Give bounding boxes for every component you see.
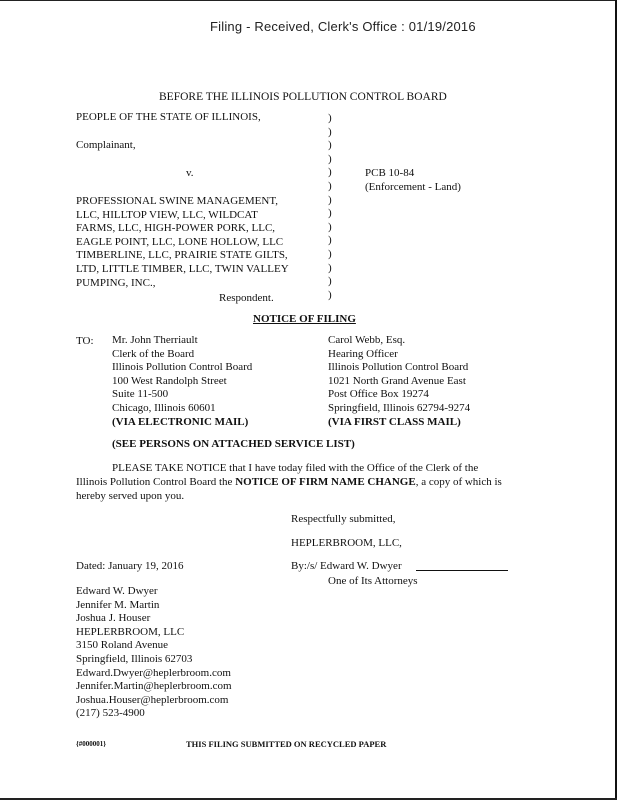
attorney-email: Edward.Dwyer@heplerbroom.com — [76, 666, 231, 679]
dated-line: Dated: January 19, 2016 — [76, 560, 184, 572]
delivery-method: (VIA FIRST CLASS MAIL) — [328, 415, 461, 428]
paren: ) — [328, 193, 332, 206]
paren: ) — [328, 125, 332, 138]
recipient-line: Hearing Officer — [328, 347, 398, 360]
paren: ) — [328, 275, 332, 288]
defendant-line: LLC, HILLTOP VIEW, LLC, WILDCAT — [76, 208, 258, 221]
defendants-list — [76, 195, 289, 290]
attorney-email: Joshua.Houser@heplerbroom.com — [76, 693, 229, 706]
firm-name: HEPLERBROOM, LLC, — [291, 537, 402, 549]
paren: ) — [328, 139, 332, 152]
plaintiff-name: PEOPLE OF THE STATE OF ILLINOIS, — [76, 111, 261, 123]
page-top-edge — [0, 0, 617, 1]
body-line-3: hereby served upon you. — [76, 490, 185, 502]
signature-by: By:/s/ Edward W. Dwyer — [291, 560, 402, 572]
paren: ) — [328, 152, 332, 165]
paren: ) — [328, 112, 332, 124]
recycled-paper-note: THIS FILING SUBMITTED ON RECYCLED PAPER — [186, 739, 387, 749]
recipient-line: 100 West Randolph Street — [112, 374, 227, 387]
attorney-line: 3150 Roland Avenue — [76, 639, 169, 652]
recipient-line: Clerk of the Board — [112, 347, 195, 360]
service-list-note: (SEE PERSONS ON ATTACHED SERVICE LIST) — [112, 438, 355, 450]
paren: ) — [328, 247, 332, 260]
body-text: , a copy of which is — [415, 476, 502, 488]
recipient-line: Carol Webb, Esq. — [328, 334, 406, 346]
caption-parentheses — [328, 112, 332, 302]
delivery-method: (VIA ELECTRONIC MAIL) — [112, 415, 249, 428]
attorney-line: HEPLERBROOM, LLC — [76, 625, 185, 638]
paren: ) — [328, 166, 332, 179]
body-line-2 — [76, 475, 502, 489]
attorney-line: Springfield, Illinois 62703 — [76, 652, 193, 665]
attorney-line: Jennifer M. Martin — [76, 598, 160, 611]
body-line-1: PLEASE TAKE NOTICE that I have today filed with the Office of the Clerk of the — [112, 462, 479, 474]
paren: ) — [328, 234, 332, 247]
to-label: TO: — [76, 335, 94, 347]
recipient-clerk — [112, 334, 252, 429]
complainant-label: Complainant, — [76, 139, 136, 151]
recipient-line: Springfield, Illinois 62794-9274 — [328, 401, 471, 414]
case-number: PCB 10-84 — [365, 167, 415, 179]
respondent-label: Respondent. — [219, 292, 274, 304]
recipient-line: Illinois Pollution Control Board — [328, 361, 469, 374]
defendant-line: TIMBERLINE, LLC, PRAIRIE STATE GILTS, — [76, 249, 288, 262]
paren: ) — [328, 207, 332, 220]
board-heading: BEFORE THE ILLINOIS POLLUTION CONTROL BOARD — [159, 91, 447, 103]
notice-title: NOTICE OF FILING — [253, 313, 356, 325]
defendant-line: LTD, LITTLE TIMBER, LLC, TWIN VALLEY — [76, 262, 289, 275]
body-text: Illinois Pollution Control Board the — [76, 476, 236, 488]
paren: ) — [328, 288, 332, 301]
signature-line — [416, 570, 508, 571]
recipient-hearing-officer — [328, 334, 470, 429]
versus-label: v. — [186, 167, 194, 179]
recipient-line: 1021 North Grand Avenue East — [328, 374, 466, 387]
recipient-line: Illinois Pollution Control Board — [112, 361, 253, 374]
respectfully-submitted: Respectfully submitted, — [291, 513, 396, 525]
attorney-contact-block — [76, 585, 232, 721]
recipient-line: Suite 11-500 — [112, 388, 169, 401]
attorney-email: Jennifer.Martin@heplerbroom.com — [76, 680, 232, 693]
paren: ) — [328, 179, 332, 192]
paren: ) — [328, 220, 332, 233]
attorney-phone: (217) 523-4900 — [76, 707, 145, 720]
attorney-line: Joshua J. Houser — [76, 612, 151, 625]
attorney-line: Edward W. Dwyer — [76, 585, 158, 597]
paren: ) — [328, 261, 332, 274]
filing-stamp: Filing - Received, Clerk's Office : 01/19/2016 — [210, 19, 476, 34]
defendant-line: EAGLE POINT, LLC, LONE HOLLOW, LLC — [76, 235, 284, 248]
recipient-line: Post Office Box 19274 — [328, 388, 429, 401]
signature-role: One of Its Attorneys — [328, 575, 418, 587]
document-code: {#000001} — [76, 740, 107, 748]
recipient-line: Mr. John Therriault — [112, 334, 198, 346]
defendant-line: PUMPING, INC., — [76, 276, 156, 289]
recipient-line: Chicago, Illinois 60601 — [112, 401, 216, 414]
defendant-line: FARMS, LLC, HIGH-POWER PORK, LLC, — [76, 222, 276, 235]
document-name: NOTICE OF FIRM NAME CHANGE — [235, 476, 416, 488]
defendant-line: PROFESSIONAL SWINE MANAGEMENT, — [76, 195, 278, 207]
case-type: (Enforcement - Land) — [365, 181, 461, 193]
